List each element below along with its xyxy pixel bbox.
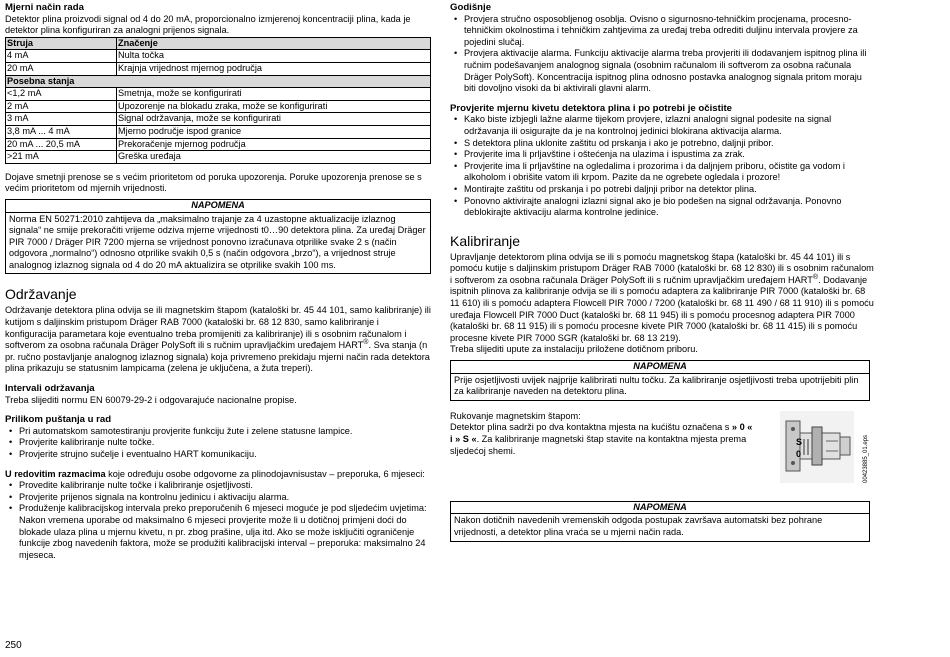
calibration-text-a: Upravljanje detektorom plina odvija se ili s pomoću magnetskog štapa (kataloški br. 45 44 101) ili s pomoću kutije s daljinskim pristupom Dräger RAB 7000 (kataloški br. 68 12 830) ili s osobnim računalom i softverom za osobna računala Dräger PolySoft ili s ručnim upravljačkim uređajem HART	[450, 251, 874, 285]
priority-paragraph: Dojave smetnji prenose se s većim prioritetom od poruka upozorenja. Poruke upozorenja prenose se s većim prioritetom od mjernih vrijednosti.	[5, 171, 422, 194]
table-row	[6, 151, 431, 164]
list-item: • Provjerite ima li prljavštine na ogledalima i prozorima i da daljnjem priboru, očistite ga vodom i alkoholom i obrišite vatom ili krpom. Pazite da ne ogrebete ogledala i prozore!	[464, 161, 876, 184]
table-cell: 3,8 mA ... 4 mA	[6, 125, 117, 138]
maintenance-text-b: . Sva stanja (n pr. ručno postavljanje analognog izlaznog signala) koja privremeno prekidaju mjerni način rada detektora plina prikazuju se statusnim lampicama (zelena je uključena, a žuta treperi).	[5, 340, 430, 374]
table-cell: Prekoračenje mjernog područja	[117, 138, 431, 151]
label-0: 0	[796, 448, 802, 459]
note-text: Prije osjetljivosti uvijek najprije kalibrirati nultu točku. Za kalibriranje osjetljivosti treba upotrijebiti plin za kalibriranje naveden na detektoru plina.	[454, 374, 859, 397]
table-header-row	[6, 37, 431, 50]
table-row	[6, 125, 431, 138]
list-item: • Provjerite prijenos signala na kontrolnu jedinicu i aktivaciju alarma.	[19, 492, 431, 504]
registered-mark: ®	[363, 339, 369, 347]
note-box	[450, 501, 870, 542]
table-row	[6, 100, 431, 113]
list-item: • Pri automatskom samotestiranju provjerite funkciju žute i zelene statusne lampice.	[19, 426, 431, 438]
note-text: Norma EN 50271:2010 zahtijeva da „maksimalno trajanje za 4 uzastopne aktualizacije izlaznog signala“ ne smije prekoračiti vrijeme odziva mjerne vrijednosti t0…90 detektora plina. Za uređaj Dräger PIR 7000 / Dräger PIR 7200 mjerna se vrijednost ponovno izračunava otprilike svake 2 s (način odgovora „normalno“) odnosno otprilike svakih 0,5 s (način odgovora „brzo“), a vrijednost struje analognog izlaznog signala od 4 do 20 mA aktualizira se otprilike svakih 100 ms.	[9, 213, 426, 270]
table-subheader: Posebna stanja	[6, 75, 431, 88]
table-cell: Nulta točka	[117, 50, 431, 63]
intervals-paragraph: Treba slijediti normu EN 60079-29-2 i odgovarajuće nacionalne propise.	[5, 394, 297, 405]
table-cell: 2 mA	[6, 100, 117, 113]
note-text: Nakon dotičnih navedenih vremenskih odgoda postupak završava automatski bez pohrane vrijednosti, a detektor plina vraća se u mjerni način rada.	[454, 515, 823, 537]
figure-code-holder	[862, 415, 872, 485]
magnet-diagram	[780, 411, 854, 483]
table-cell: <1,2 mA	[6, 88, 117, 101]
table-cell: 20 mA	[6, 62, 117, 75]
list-item: • S detektora plina uklonite zaštitu od prskanja i ako je potrebno, daljnji pribor.	[464, 138, 876, 150]
list-item: • Provjerite strujno sučelje i eventualno HART komunikaciju.	[19, 449, 431, 461]
regular-intro-bold: U redovitim razmacima	[5, 468, 106, 479]
measure-heading: Mjerni način rada	[5, 2, 84, 13]
yearly-list	[450, 14, 876, 95]
yearly-heading: Godišnje	[450, 2, 492, 13]
table-header-current: Struja	[6, 37, 117, 50]
page-number: 250	[5, 640, 22, 651]
table-row	[6, 88, 431, 101]
table-cell: Smetnja, može se konfigurirati	[117, 88, 431, 101]
measure-paragraph: Detektor plina proizvodi signal od 4 do 20 mA, proporcionalno izmjerenoj koncentraciji plina, kada je detektor plina konfiguriran za analogni prijenos signala.	[5, 13, 411, 36]
list-item: • Provjera stručno osposobljenog osoblja. Ovisno o sigurnosno-tehničkim procjenama, procesno-tehničkim okolnostima i tehničkim zahtjevima za uređaj treba odrediti duljinu intervala provjere za pojedini slučaj.	[464, 14, 876, 49]
cuvette-list	[450, 114, 876, 218]
calibration-instructions: Treba slijediti upute za instalaciju priložene dotičnom priboru.	[450, 344, 698, 355]
registered-mark: ®	[812, 273, 819, 281]
maintenance-paragraph	[5, 305, 431, 375]
note-title: NAPOMENA	[451, 361, 869, 374]
label-s: S	[796, 436, 803, 447]
table-cell: Upozorenje na blokadu zraka, može se konfigurirati	[117, 100, 431, 113]
list-item: • Provjera aktivacije alarma. Funkciju aktivacije alarma treba provjeriti ili dodavanjem ispitnog plina ili ručnim podešavanjem analognog signala (osobnim računalom ili softverom za osobna računala Dräger PolySoft). Koncentracija ispitnog plina odnosno postavka analognog signala pritom moraju biti dovoljno visoki da bi aktivirali glavni alarm.	[464, 48, 876, 94]
table-cell: >21 mA	[6, 151, 117, 164]
table-row	[6, 113, 431, 126]
startup-list	[5, 426, 431, 461]
magnet-text-a: Detektor plina sadrži po dva kontaktna mjesta na kućištu označena s	[450, 422, 732, 433]
list-item: • Kako biste izbjegli lažne alarme tijekom provjere, izlazni analogni signal podesite na signal održavanja ili osigurajte da je na kontrolnoj jedinici blokirana aktivacija alarma.	[464, 114, 876, 137]
figure-code: 00423885_01.eps	[863, 434, 869, 483]
cuvette-heading: Provjerite mjernu kivetu detektora plina i po potrebi je očistite	[450, 102, 733, 114]
left-column	[5, 2, 431, 561]
magnet-heading: Rukovanje magnetskim štapom:	[450, 410, 581, 421]
table-row	[6, 138, 431, 151]
table-header-meaning: Značenje	[117, 37, 431, 50]
magnet-section	[450, 411, 876, 495]
list-item: • Provedite kalibriranje nulte točke i kalibriranje osjetljivosti.	[19, 480, 431, 492]
table-cell: 3 mA	[6, 113, 117, 126]
table-cell: Krajnja vrijednost mjernog područja	[117, 62, 431, 75]
table-cell: Signal održavanja, može se konfigurirati	[117, 113, 431, 126]
detector-drawing-icon	[780, 411, 854, 483]
startup-heading: Prilikom puštanja u rad	[5, 414, 112, 426]
list-item: • Provjerite ima li prljavštine i oštećenja na ulazima i ispustima za zrak.	[464, 149, 876, 161]
regular-intro-rest: koje određuju osobe odgovorne za plinodojavnisustav – preporuka, 6 mjeseci:	[105, 468, 425, 479]
table-cell: 4 mA	[6, 50, 117, 63]
intervals-heading: Intervali održavanja	[5, 383, 95, 395]
signal-table	[5, 37, 431, 164]
list-item: • Produženje kalibracijskog intervala preko preporučenih 6 mjeseci moguće je pod sljedećim uvjetima: Nakon vremena uporabe od maksimalno 6 mjeseci provjerite može li u dotičnoj primjeni doći do blokade ulaza plina u mjernu kivetu, n pr. zbog prašine, ulja itd. Ako se može isključiti ograničenje funkcije zbog navedenih faktora, može se produžiti kalibracijski interval – preporuka: maksimalno 24 mjeseca.	[19, 503, 431, 561]
maintenance-text-a: Održavanje detektora plina odvija se ili magnetskim štapom (kataloški br. 45 44 101, samo kalibriranje) ili kutijom s daljinskim pristupom Dräger RAB 7000 (kataloški br. 68 12 830, samo kalibriranje i konfiguracija parametara koje eventualno treba promijeniti za kalibriranje) ili s osobnim računalom i softverom za osobna računala Dräger PolySoft ili s ručnim upravljačkim uređajem HART	[5, 305, 431, 351]
magnet-paragraph	[450, 422, 755, 457]
table-cell: Mjerno područje ispod granice	[117, 125, 431, 138]
note-box	[450, 360, 870, 401]
right-column	[450, 2, 876, 542]
table-cell: 20 mA ... 20,5 mA	[6, 138, 117, 151]
table-row	[6, 62, 431, 75]
table-cell: Greška uređaja	[117, 151, 431, 164]
regular-list	[5, 480, 431, 561]
calibration-heading: Kalibriranje	[450, 232, 521, 249]
magnet-text-c: . Za kalibriranje magnetski štap stavite na kontaktna mjesta prema sljedećoj shemi.	[450, 434, 747, 456]
calibration-text-b: . Dodavanje ispitnih plinova za kalibriranje odvija se ili s pomoću adaptera za kalibriranje PIR 7000 (kataloški br. 68 11 610) ili s pomoću adaptera Flowcell PIR 7000 / 7200 (kataloški br. 68 11 490 / 68 11 910) ili s pomoću uređaja Flowcell PIR 7000 Duct (kataloški br. 68 11 945) ili s pomoću procesnog adaptera PIR 7000 (kataloški br. 68 11 915) ili s pomoću procesne kivete PIR 7000 (kataloški br. 68 11 415) ili s pomoću procesne kivete PIR 7000 SGR (kataloški br. 68 13 219).	[450, 274, 874, 343]
list-item: • Provjerite kalibriranje nulte točke.	[19, 437, 431, 449]
list-item: • Montirajte zaštitu od prskanja i po potrebi daljnji pribor na detektor plina.	[464, 184, 876, 196]
calibration-paragraph	[450, 252, 876, 345]
regular-intro	[5, 469, 431, 481]
note-title: NAPOMENA	[451, 502, 869, 515]
table-row	[6, 50, 431, 63]
maintenance-heading: Održavanje	[5, 286, 77, 303]
note-box	[5, 199, 431, 275]
magnet-text-marks: » 0 « i » S «	[450, 422, 753, 444]
note-title: NAPOMENA	[6, 200, 430, 213]
magnet-text	[450, 411, 755, 457]
list-item: • Ponovno aktivirajte analogni izlazni signal ako je bio podešen na signal održavanja. Ponovno deblokirajte aktivaciju alarma kontrolne jedinice.	[464, 196, 876, 219]
table-subheader-row	[6, 75, 431, 88]
